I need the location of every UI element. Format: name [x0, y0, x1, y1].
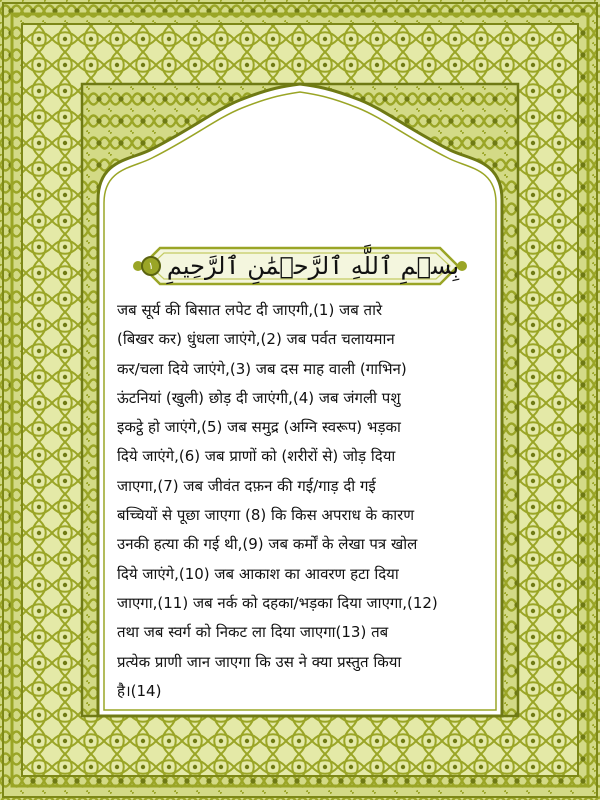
verse-line: ऊंटनियां (खुली) छोड़ दी जाएंगी,(4) जब जंगली पशु: [117, 388, 401, 407]
verse-line: इकट्ठे हो जाएंगे,(5) जब समुद्र (अग्नि स्वरूप) भड़का: [117, 418, 401, 437]
verse-line: बच्चियों से पूछा जाएगा (8) कि किस अपराध के कारण: [117, 506, 415, 525]
verse-line: दिये जाएंगे,(6) जब प्राणों को (शरीरों से) जोड़ दिया: [117, 447, 396, 466]
verse-line: जाएगा,(7) जब जीवंत दफ़न की गई/गाड़ दी गई: [117, 476, 376, 495]
verse-text: [117, 296, 489, 706]
verse-line: कर/चला दिये जाएंगे,(3) जब दस माह वाली (गाभिन): [117, 359, 407, 378]
basmala-banner: [140, 244, 460, 288]
verse-line: दिये जाएंगे,(10) जब आकाश का आवरण हटा दिया: [117, 564, 399, 583]
basmala-heading: [141, 252, 459, 280]
verse-line: तथा जब स्वर्ग को निकट ला दिया जाएगा(13) तब: [117, 623, 389, 642]
verse-line: जाएगा,(11) जब नर्क को दहका/भड़का दिया जाएगा,(12): [117, 593, 438, 612]
basmala-text: بِسۡمِ ٱللَّهِ ٱلرَّحۡمَٰنِ ٱلرَّحِيمِ: [166, 252, 460, 280]
verse-line: उनकी हत्या की गई थी,(9) जब कर्मों के लेखा पत्र खोल: [117, 535, 418, 554]
verse-line: है।(14): [117, 681, 162, 700]
ayah-marker-icon: ١: [141, 256, 161, 276]
verse-line: प्रत्येक प्राणी जान जाएगा कि उस ने क्या प्रस्तुत किया: [117, 652, 402, 671]
verse-line: (बिखर कर) धुंधला जाएंगे,(2) जब पर्वत चलायमान: [117, 330, 395, 349]
verse-line: जब सूर्य की बिसात लपेट दी जाएगी,(1) जब तारे: [117, 301, 383, 319]
